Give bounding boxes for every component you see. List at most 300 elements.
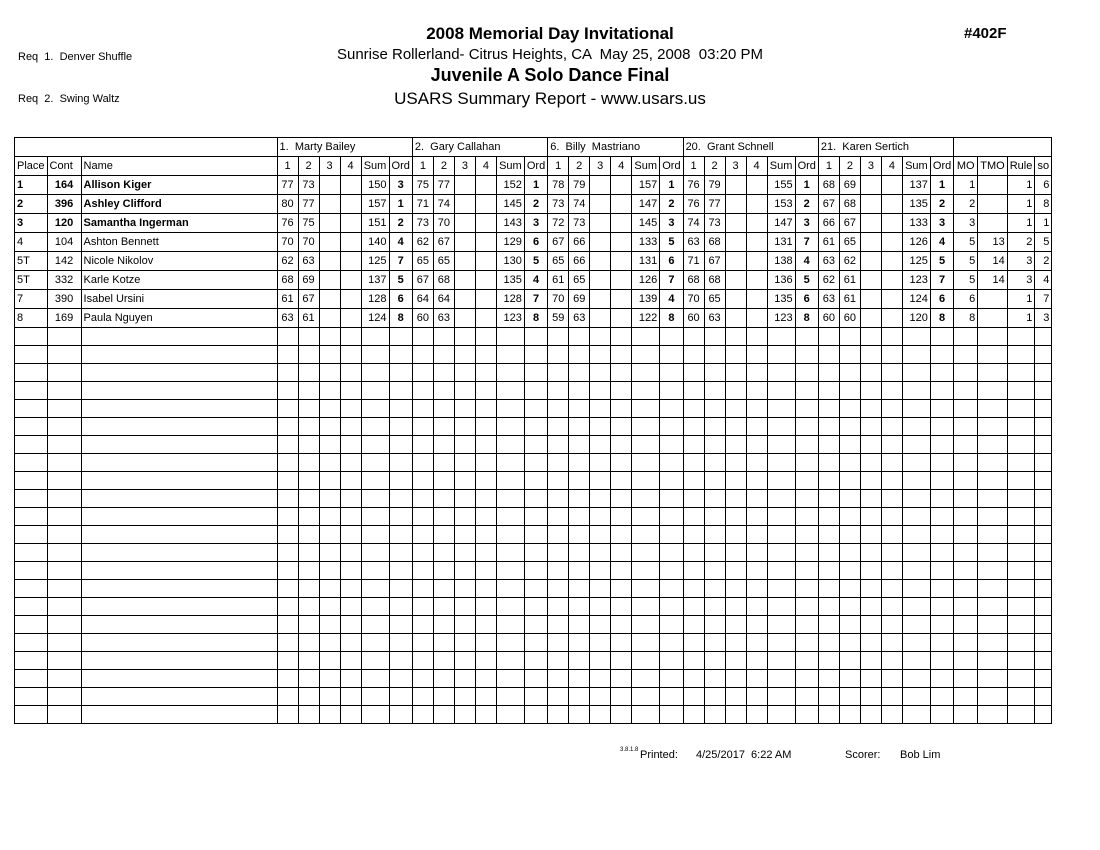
- cell-score: 74: [683, 214, 704, 233]
- cell-score: [611, 616, 632, 634]
- cell-score: [590, 616, 611, 634]
- cell-ord: [389, 328, 412, 346]
- cell-so: [1035, 598, 1052, 616]
- col-header-3: 3: [319, 157, 340, 176]
- cell-sum: 120: [902, 309, 930, 328]
- cell-score: [319, 652, 340, 670]
- cell-ord: 7: [930, 271, 953, 290]
- cell-score: [860, 195, 881, 214]
- cell-score: [611, 400, 632, 418]
- cell-score: [548, 472, 569, 490]
- cell-score: [746, 454, 767, 472]
- cell-ord: [795, 436, 818, 454]
- cell-so: [1035, 652, 1052, 670]
- cell-score: [611, 526, 632, 544]
- cell-sum: [496, 616, 524, 634]
- cell-ord: [524, 508, 547, 526]
- cell-score: [590, 688, 611, 706]
- cell-ord: [389, 706, 412, 724]
- cell-sum: [902, 544, 930, 562]
- cell-score: [590, 490, 611, 508]
- cell-sum: 155: [767, 176, 795, 195]
- cell-score: 71: [412, 195, 433, 214]
- cell-score: [340, 544, 361, 562]
- cell-ord: [930, 580, 953, 598]
- cell-score: [818, 706, 839, 724]
- cell-score: [412, 508, 433, 526]
- cell-score: [818, 634, 839, 652]
- cell-mo: 3: [954, 214, 978, 233]
- cell-score: [433, 400, 454, 418]
- cell-sum: 157: [361, 195, 389, 214]
- cell-sum: [902, 346, 930, 364]
- table-row: [15, 271, 1052, 290]
- cell-score: [433, 346, 454, 364]
- cell-score: [340, 290, 361, 309]
- cell-mo: [954, 634, 978, 652]
- cell-score: [412, 544, 433, 562]
- cell-score: [611, 508, 632, 526]
- cell-place: [15, 634, 48, 652]
- cell-ord: 5: [660, 233, 683, 252]
- cell-score: [340, 706, 361, 724]
- cell-score: [454, 328, 475, 346]
- cell-ord: 2: [524, 195, 547, 214]
- cell-sum: [632, 706, 660, 724]
- cell-sum: [902, 706, 930, 724]
- cell-score: [475, 233, 496, 252]
- cell-name: Paula Nguyen: [81, 309, 277, 328]
- cell-score: [412, 454, 433, 472]
- cell-tmo: [978, 400, 1007, 418]
- cell-score: [454, 472, 475, 490]
- cell-score: [340, 176, 361, 195]
- cell-ord: [930, 382, 953, 400]
- cell-score: 73: [548, 195, 569, 214]
- cell-cont: [47, 382, 81, 400]
- cell-name: [81, 634, 277, 652]
- cell-score: [340, 616, 361, 634]
- cell-name: [81, 328, 277, 346]
- cell-score: [611, 688, 632, 706]
- cell-score: [683, 526, 704, 544]
- cell-name: Samantha Ingerman: [81, 214, 277, 233]
- cell-score: [412, 580, 433, 598]
- cell-score: [340, 472, 361, 490]
- cell-ord: [524, 562, 547, 580]
- cell-score: [590, 670, 611, 688]
- cell-score: [683, 508, 704, 526]
- cell-place: [15, 418, 48, 436]
- cell-tmo: [978, 562, 1007, 580]
- cell-cont: [47, 508, 81, 526]
- cell-score: 63: [683, 233, 704, 252]
- cell-cont: 104: [47, 233, 81, 252]
- cell-score: [590, 580, 611, 598]
- cell-sum: [632, 346, 660, 364]
- cell-score: [839, 328, 860, 346]
- cell-score: [683, 706, 704, 724]
- cell-score: [704, 616, 725, 634]
- cell-score: [725, 328, 746, 346]
- cell-score: [704, 454, 725, 472]
- cell-score: [683, 418, 704, 436]
- cell-ord: [930, 652, 953, 670]
- cell-rule: [1007, 328, 1035, 346]
- cell-sum: [767, 670, 795, 688]
- cell-ord: 8: [660, 309, 683, 328]
- cell-name: Isabel Ursini: [81, 290, 277, 309]
- cell-score: [340, 382, 361, 400]
- cell-ord: [660, 382, 683, 400]
- cell-score: [475, 598, 496, 616]
- cell-score: [683, 580, 704, 598]
- cell-score: [277, 508, 298, 526]
- cell-sum: [496, 634, 524, 652]
- cell-score: [725, 598, 746, 616]
- cell-ord: 8: [389, 309, 412, 328]
- cell-sum: 131: [767, 233, 795, 252]
- cell-score: 63: [298, 252, 319, 271]
- cell-score: [725, 176, 746, 195]
- cell-score: [590, 271, 611, 290]
- cell-ord: [930, 562, 953, 580]
- col-header-1: 1: [818, 157, 839, 176]
- cell-score: [569, 382, 590, 400]
- cell-score: [433, 526, 454, 544]
- cell-sum: [496, 598, 524, 616]
- cell-score: [839, 580, 860, 598]
- cell-ord: [389, 436, 412, 454]
- cell-score: [340, 670, 361, 688]
- cell-score: [860, 616, 881, 634]
- cell-ord: [930, 688, 953, 706]
- cell-score: [277, 400, 298, 418]
- cell-score: [298, 472, 319, 490]
- cell-mo: [954, 472, 978, 490]
- cell-ord: [389, 346, 412, 364]
- cell-score: [475, 526, 496, 544]
- cell-so: 8: [1035, 195, 1052, 214]
- cell-place: 5T: [15, 271, 48, 290]
- cell-rule: [1007, 706, 1035, 724]
- cell-score: [433, 328, 454, 346]
- cell-score: [548, 328, 569, 346]
- cell-score: [277, 364, 298, 382]
- cell-score: [475, 418, 496, 436]
- cell-sum: [632, 652, 660, 670]
- cell-score: [319, 400, 340, 418]
- event-number: #402F: [964, 25, 1007, 42]
- header-spacer-right: [954, 138, 1052, 157]
- cell-score: [340, 598, 361, 616]
- cell-ord: [795, 544, 818, 562]
- cell-mo: [954, 490, 978, 508]
- col-header-so: so: [1035, 157, 1052, 176]
- cell-so: 7: [1035, 290, 1052, 309]
- cell-score: [475, 688, 496, 706]
- cell-score: [412, 706, 433, 724]
- cell-score: [881, 176, 902, 195]
- cell-name: Nicole Nikolov: [81, 252, 277, 271]
- cell-score: [277, 526, 298, 544]
- cell-score: [340, 652, 361, 670]
- cell-ord: [660, 436, 683, 454]
- cell-sum: [361, 346, 389, 364]
- cell-score: [548, 598, 569, 616]
- cell-score: 75: [412, 176, 433, 195]
- cell-score: [548, 364, 569, 382]
- empty-row: [15, 364, 1052, 382]
- judge-header: 21. Karen Sertich: [818, 138, 953, 157]
- cell-tmo: [978, 616, 1007, 634]
- cell-score: [746, 562, 767, 580]
- cell-ord: [524, 328, 547, 346]
- cell-ord: [660, 688, 683, 706]
- cell-sum: [632, 670, 660, 688]
- cell-ord: [930, 616, 953, 634]
- cell-score: [746, 346, 767, 364]
- cell-score: [683, 634, 704, 652]
- empty-row: [15, 706, 1052, 724]
- cell-score: 62: [839, 252, 860, 271]
- col-header-2: 2: [433, 157, 454, 176]
- cell-score: [277, 418, 298, 436]
- results-table: [14, 137, 1052, 724]
- cell-score: [611, 454, 632, 472]
- cell-sum: [361, 634, 389, 652]
- cell-sum: [902, 490, 930, 508]
- cell-score: [725, 490, 746, 508]
- col-header-2: 2: [569, 157, 590, 176]
- cell-ord: [524, 400, 547, 418]
- cell-mo: [954, 346, 978, 364]
- cell-score: [319, 580, 340, 598]
- cell-score: 61: [839, 271, 860, 290]
- cell-score: 65: [433, 252, 454, 271]
- cell-score: [548, 634, 569, 652]
- cell-score: [475, 195, 496, 214]
- col-header-3: 3: [454, 157, 475, 176]
- cell-score: [475, 544, 496, 562]
- cell-ord: 2: [389, 214, 412, 233]
- cell-score: [548, 400, 569, 418]
- cell-sum: 153: [767, 195, 795, 214]
- cell-ord: [930, 400, 953, 418]
- cell-tmo: [978, 290, 1007, 309]
- cell-score: [725, 290, 746, 309]
- cell-ord: [524, 580, 547, 598]
- cell-score: 66: [569, 233, 590, 252]
- col-header-1: 1: [412, 157, 433, 176]
- empty-row: [15, 580, 1052, 598]
- empty-row: [15, 652, 1052, 670]
- cell-ord: [795, 526, 818, 544]
- cell-score: [548, 580, 569, 598]
- cell-name: [81, 616, 277, 634]
- cell-score: [839, 634, 860, 652]
- cell-so: [1035, 562, 1052, 580]
- cell-score: [412, 418, 433, 436]
- cell-score: 70: [548, 290, 569, 309]
- cell-score: [839, 490, 860, 508]
- cell-ord: 3: [524, 214, 547, 233]
- cell-score: [683, 364, 704, 382]
- cell-score: [860, 214, 881, 233]
- cell-score: [839, 706, 860, 724]
- cell-rule: [1007, 400, 1035, 418]
- cell-rule: [1007, 598, 1035, 616]
- cell-score: [298, 382, 319, 400]
- cell-score: [725, 508, 746, 526]
- cell-place: [15, 508, 48, 526]
- cell-score: [298, 346, 319, 364]
- cell-sum: 145: [496, 195, 524, 214]
- cell-ord: 3: [795, 214, 818, 233]
- cell-score: [412, 400, 433, 418]
- cell-mo: [954, 562, 978, 580]
- cell-ord: [795, 454, 818, 472]
- cell-score: [433, 364, 454, 382]
- cell-score: [683, 688, 704, 706]
- cell-sum: [902, 580, 930, 598]
- cell-ord: [795, 616, 818, 634]
- cell-score: [704, 598, 725, 616]
- cell-ord: [795, 490, 818, 508]
- col-header-mo: MO: [954, 157, 978, 176]
- cell-score: [548, 706, 569, 724]
- cell-sum: [767, 508, 795, 526]
- cell-score: [569, 598, 590, 616]
- cell-score: [277, 490, 298, 508]
- empty-row: [15, 382, 1052, 400]
- cell-score: [725, 418, 746, 436]
- cell-cont: [47, 616, 81, 634]
- cell-score: [746, 400, 767, 418]
- cell-score: [704, 472, 725, 490]
- cell-score: [683, 382, 704, 400]
- cell-score: 72: [548, 214, 569, 233]
- cell-score: [881, 252, 902, 271]
- cell-score: [475, 176, 496, 195]
- cell-sum: [496, 670, 524, 688]
- cell-mo: [954, 652, 978, 670]
- cell-score: 76: [277, 214, 298, 233]
- cell-score: [881, 454, 902, 472]
- cell-score: [412, 364, 433, 382]
- cell-score: [454, 271, 475, 290]
- cell-score: [454, 418, 475, 436]
- cell-name: [81, 580, 277, 598]
- cell-score: [298, 418, 319, 436]
- cell-score: 65: [412, 252, 433, 271]
- cell-score: [277, 688, 298, 706]
- cell-score: 63: [569, 309, 590, 328]
- cell-sum: [902, 598, 930, 616]
- cell-name: [81, 400, 277, 418]
- cell-score: [412, 382, 433, 400]
- cell-score: [277, 616, 298, 634]
- cell-score: [454, 454, 475, 472]
- cell-score: [319, 233, 340, 252]
- cell-ord: [795, 364, 818, 382]
- cell-ord: 7: [660, 271, 683, 290]
- cell-cont: [47, 580, 81, 598]
- cell-score: [725, 670, 746, 688]
- cell-ord: [795, 382, 818, 400]
- scorer-label: Scorer:: [845, 749, 881, 761]
- cell-score: [569, 328, 590, 346]
- cell-score: 79: [569, 176, 590, 195]
- cell-score: [611, 309, 632, 328]
- cell-score: [704, 490, 725, 508]
- cell-score: [590, 652, 611, 670]
- cell-score: [298, 616, 319, 634]
- cell-sum: [767, 652, 795, 670]
- cell-place: [15, 688, 48, 706]
- cell-score: [818, 490, 839, 508]
- cell-sum: [902, 418, 930, 436]
- cell-score: [683, 652, 704, 670]
- cell-ord: [795, 688, 818, 706]
- cell-score: [725, 214, 746, 233]
- cell-sum: [496, 580, 524, 598]
- cell-score: [433, 580, 454, 598]
- cell-score: [340, 233, 361, 252]
- cell-sum: [767, 490, 795, 508]
- col-header-ord: Ord: [389, 157, 412, 176]
- cell-sum: 123: [496, 309, 524, 328]
- cell-sum: [902, 526, 930, 544]
- cell-sum: 123: [767, 309, 795, 328]
- cell-ord: 1: [524, 176, 547, 195]
- cell-place: [15, 598, 48, 616]
- cell-sum: 128: [361, 290, 389, 309]
- cell-ord: 7: [795, 233, 818, 252]
- cell-sum: 140: [361, 233, 389, 252]
- empty-row: [15, 454, 1052, 472]
- cell-mo: [954, 670, 978, 688]
- cell-score: [725, 544, 746, 562]
- cell-score: [725, 436, 746, 454]
- cell-score: [860, 436, 881, 454]
- cell-mo: 5: [954, 233, 978, 252]
- cell-ord: [524, 544, 547, 562]
- cell-score: [683, 400, 704, 418]
- cell-score: [881, 233, 902, 252]
- cell-name: [81, 652, 277, 670]
- cell-sum: [496, 346, 524, 364]
- cell-sum: [902, 670, 930, 688]
- cell-score: [548, 436, 569, 454]
- cell-score: [704, 400, 725, 418]
- cell-sum: [767, 346, 795, 364]
- cell-score: [611, 176, 632, 195]
- cell-score: [704, 706, 725, 724]
- cell-ord: [930, 706, 953, 724]
- cell-score: [569, 472, 590, 490]
- cell-score: [725, 634, 746, 652]
- cell-score: 73: [412, 214, 433, 233]
- cell-score: [340, 634, 361, 652]
- cell-score: [319, 634, 340, 652]
- cell-score: [319, 526, 340, 544]
- cell-score: [340, 346, 361, 364]
- col-header-4: 4: [611, 157, 632, 176]
- required-dance-2: Req 2. Swing Waltz: [18, 93, 120, 105]
- cell-score: [881, 652, 902, 670]
- cell-cont: [47, 634, 81, 652]
